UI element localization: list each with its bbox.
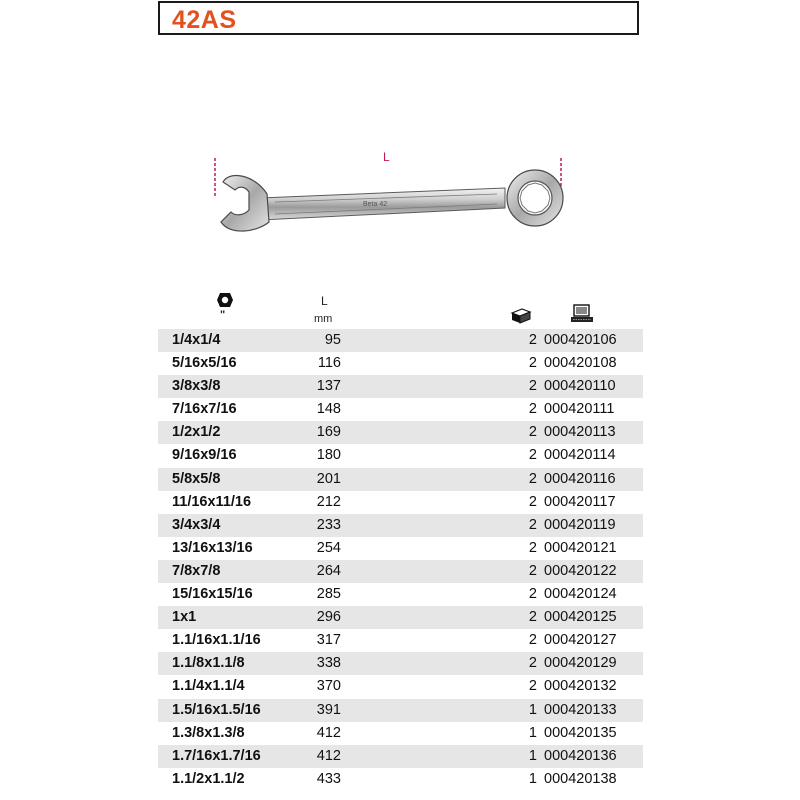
size-cell: 1.1/16x1.1/16 <box>172 632 261 649</box>
article-code-cell: 000420110 <box>544 378 616 395</box>
size-cell: 11/16x11/16 <box>172 493 252 510</box>
quantity-cell: 2 <box>528 609 537 626</box>
article-code-cell: 000420119 <box>544 516 616 533</box>
length-cell: 296 <box>316 609 341 626</box>
article-code-cell: 000420136 <box>544 747 617 764</box>
length-cell: 433 <box>316 770 341 787</box>
table-row <box>158 491 643 514</box>
length-cell: 254 <box>316 539 341 556</box>
quantity-cell: 2 <box>528 632 537 649</box>
length-cell: 212 <box>316 493 341 510</box>
quantity-cell: 1 <box>528 770 537 787</box>
article-code-cell: 000420132 <box>544 678 617 695</box>
size-cell: 1.5/16x1.5/16 <box>172 701 261 718</box>
size-cell: 3/8x3/8 <box>172 378 221 395</box>
quantity-cell: 2 <box>528 355 537 372</box>
article-code-cell: 000420111 <box>544 401 615 418</box>
length-cell: 201 <box>316 470 341 487</box>
article-code-cell: 000420114 <box>544 447 616 464</box>
size-cell: 1x1 <box>172 609 197 626</box>
wrench-engraving: Beta 42 <box>363 201 388 208</box>
quantity-cell: 2 <box>528 332 537 348</box>
article-code-cell: 000420108 <box>544 355 617 372</box>
table-row <box>158 398 643 421</box>
article-code-cell: 000420106 <box>544 332 617 348</box>
article-code-cell: 000420122 <box>544 562 617 579</box>
product-title: 42AS <box>172 6 237 34</box>
length-cell: 116 <box>317 355 341 372</box>
quantity-cell: 2 <box>528 493 537 510</box>
table-header <box>158 290 643 330</box>
size-cell: 1/4x1/4 <box>172 332 221 348</box>
table-row <box>158 537 643 560</box>
table-row <box>158 629 643 652</box>
size-cell: 1.7/16x1.7/16 <box>172 747 261 764</box>
article-code-cell: 000420121 <box>544 539 617 556</box>
table-row <box>158 699 643 722</box>
article-code-cell: 000420133 <box>544 701 617 718</box>
length-cell: 137 <box>316 378 341 395</box>
length-cell: 264 <box>316 562 341 579</box>
quantity-cell: 2 <box>528 378 537 395</box>
table-row <box>158 444 643 467</box>
quantity-cell: 2 <box>528 539 537 556</box>
size-cell: 5/8x5/8 <box>172 470 221 487</box>
wrench-illustration <box>205 150 575 250</box>
length-cell: 391 <box>316 701 341 718</box>
article-code-cell: 000420113 <box>544 424 616 441</box>
size-cell: 13/16x13/16 <box>172 539 253 556</box>
size-unit-label: " <box>220 309 226 321</box>
length-cell: 180 <box>316 447 341 464</box>
table-row <box>158 768 643 791</box>
quantity-cell: 2 <box>528 470 537 487</box>
length-cell: 148 <box>316 401 341 418</box>
length-cell: 95 <box>324 332 341 348</box>
size-cell: 1/2x1/2 <box>172 424 221 441</box>
quantity-cell: 2 <box>528 655 537 672</box>
table-row <box>158 375 643 398</box>
size-cell: 3/4x3/4 <box>172 516 221 533</box>
length-cell: 317 <box>316 632 341 649</box>
size-cell: 9/16x9/16 <box>172 447 237 464</box>
article-code-cell: 000420127 <box>544 632 617 649</box>
table-row <box>158 560 643 583</box>
table-row <box>158 514 643 537</box>
article-code-cell: 000420138 <box>544 770 617 787</box>
table-row <box>158 745 643 768</box>
table-row <box>158 652 643 675</box>
article-code-cell: 000420135 <box>544 724 617 741</box>
length-cell: 285 <box>316 586 341 603</box>
quantity-cell: 2 <box>528 562 537 579</box>
combination-wrench-image <box>205 150 575 250</box>
size-cell: 1.1/8x1.1/8 <box>172 655 245 672</box>
package-box-icon <box>510 308 532 329</box>
length-cell: 338 <box>316 655 341 672</box>
length-cell: 370 <box>316 678 341 695</box>
table-row <box>158 352 643 375</box>
quantity-cell: 2 <box>528 678 537 695</box>
article-code-cell: 000420117 <box>544 493 616 510</box>
length-cell: 412 <box>316 724 341 741</box>
article-code-cell: 000420129 <box>544 655 617 672</box>
length-cell: 412 <box>316 747 341 764</box>
quantity-cell: 2 <box>528 401 537 418</box>
size-cell: 15/16x15/16 <box>172 586 253 603</box>
article-code-cell: 000420124 <box>544 586 617 603</box>
length-dimension-label: L <box>383 150 390 164</box>
size-cell: 1.3/8x1.3/8 <box>172 724 245 741</box>
size-cell: 7/16x7/16 <box>172 401 237 418</box>
table-row <box>158 329 643 352</box>
quantity-cell: 2 <box>528 447 537 464</box>
article-code-cell: 000420125 <box>544 609 617 626</box>
size-cell: 7/8x7/8 <box>172 562 221 579</box>
table-row <box>158 421 643 444</box>
table-row <box>158 606 643 629</box>
length-cell: 233 <box>316 516 341 533</box>
table-row <box>158 583 643 606</box>
quantity-cell: 2 <box>528 516 537 533</box>
quantity-cell: 2 <box>528 424 537 441</box>
quantity-cell: 1 <box>528 724 537 741</box>
size-cell: 1.1/2x1.1/2 <box>172 770 245 787</box>
length-header-label: L <box>321 294 328 308</box>
wrench-open-end <box>221 176 269 232</box>
spec-table <box>158 329 643 791</box>
length-unit-label: mm <box>314 313 333 325</box>
computer-icon <box>570 304 594 329</box>
quantity-cell: 2 <box>528 586 537 603</box>
table-row <box>158 675 643 698</box>
length-cell: 169 <box>316 424 341 441</box>
article-code-cell: 000420116 <box>544 470 616 487</box>
size-cell: 1.1/4x1.1/4 <box>172 678 245 695</box>
quantity-cell: 1 <box>528 701 537 718</box>
table-row <box>158 722 643 745</box>
table-row <box>158 468 643 491</box>
title-bar <box>158 1 639 35</box>
quantity-cell: 1 <box>528 747 537 764</box>
size-cell: 5/16x5/16 <box>172 355 237 372</box>
